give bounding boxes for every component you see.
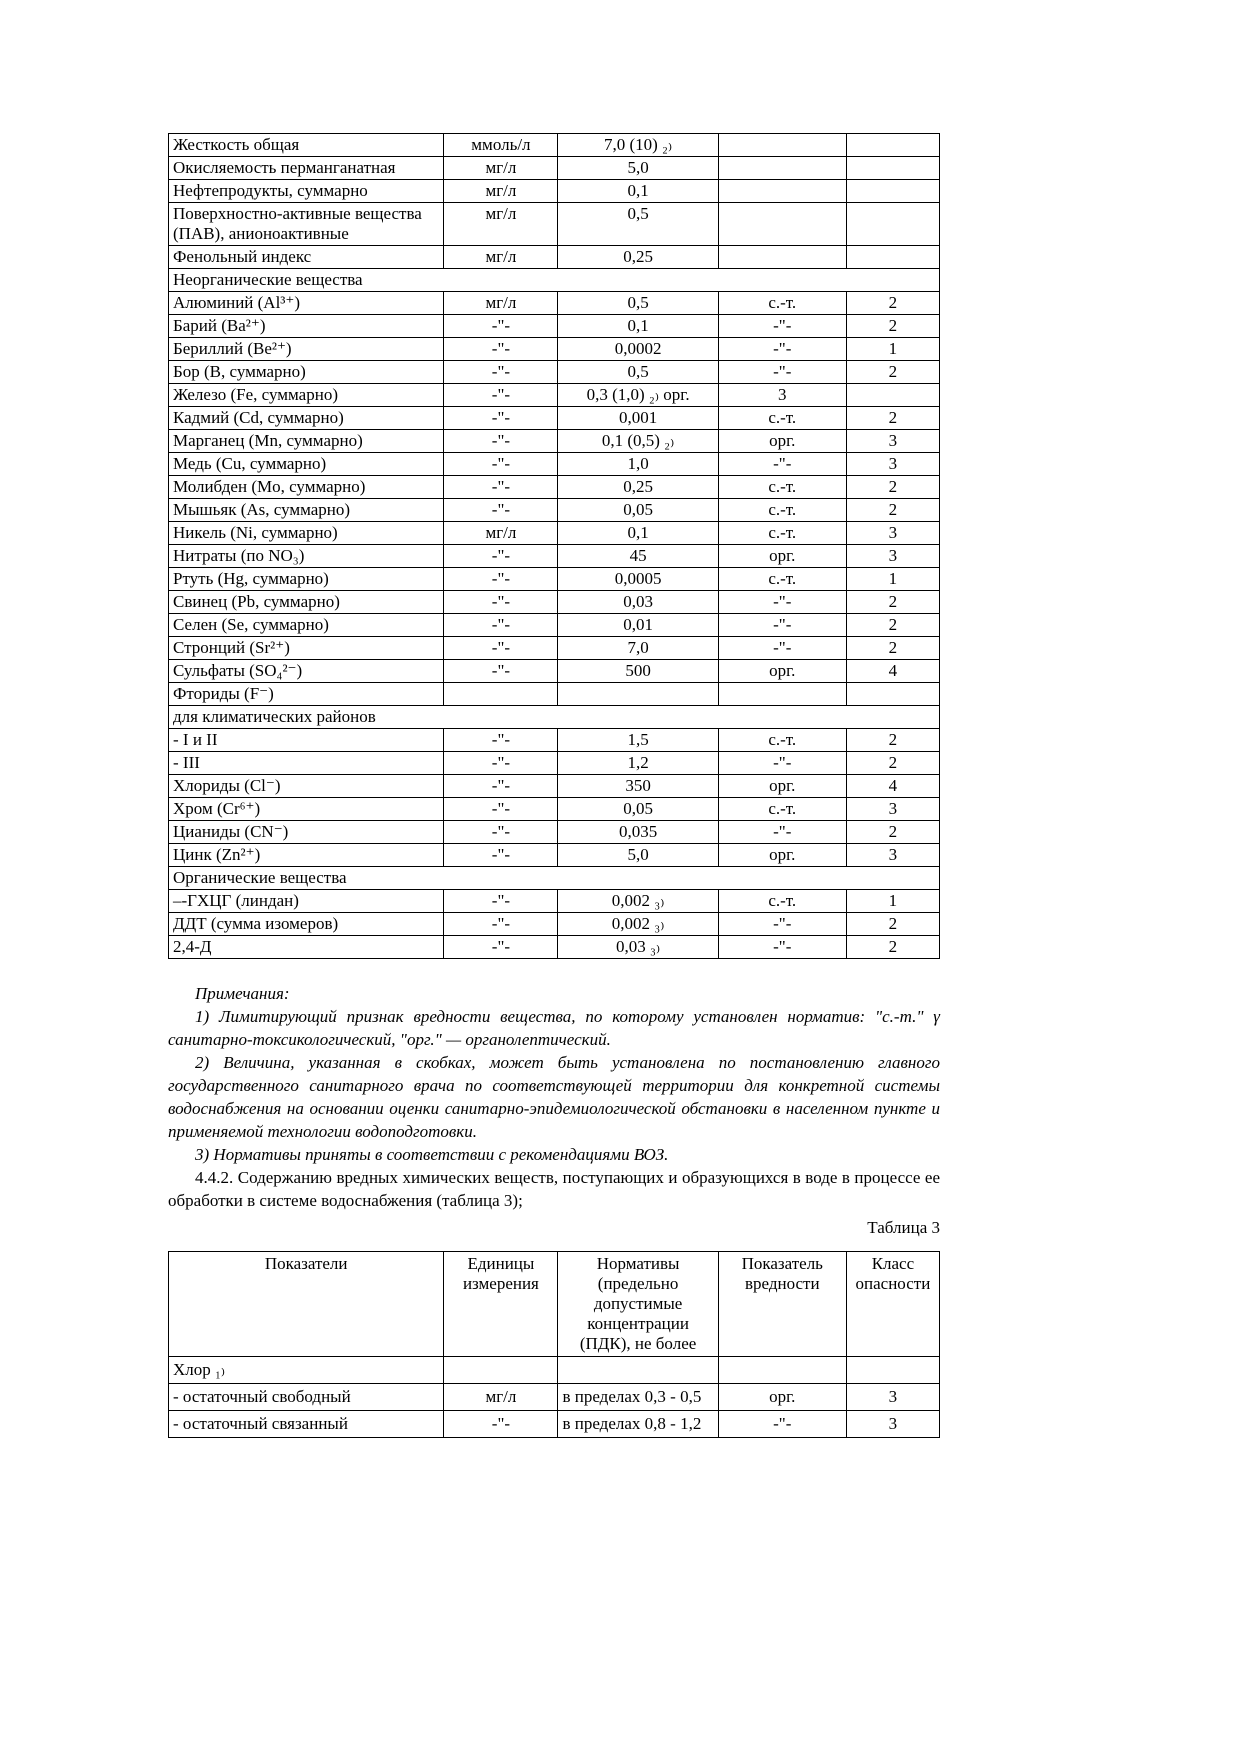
table-cell: -"- bbox=[444, 591, 558, 614]
table-cell: Железо (Fe, суммарно) bbox=[169, 384, 444, 407]
note-2: 2) Величина, указанная в скобках, может быть установлена по постановлению главного государственного санитарного врача по соответствующей территории для конкретной системы водоснабжения на основании оценки санитарно-эпидемиологической обстановки в населенном пункте и применяемой технологии водоподготовки. bbox=[168, 1053, 940, 1141]
table-row bbox=[169, 729, 940, 752]
table-cell: -"- bbox=[718, 913, 846, 936]
table-cell: с.-т. bbox=[718, 522, 846, 545]
table-cell: -"- bbox=[718, 637, 846, 660]
table-cell bbox=[444, 683, 558, 706]
table-row bbox=[169, 361, 940, 384]
table-row bbox=[169, 338, 940, 361]
table-cell: -"- bbox=[718, 591, 846, 614]
table-cell: -"- bbox=[718, 614, 846, 637]
table-cell bbox=[718, 1357, 846, 1384]
table-cell: Мышьяк (As, суммарно) bbox=[169, 499, 444, 522]
table-cell: мг/л bbox=[444, 246, 558, 269]
table-cell: 2 bbox=[846, 614, 939, 637]
table-cell: мг/л bbox=[444, 180, 558, 203]
table-cell: Бор (B, суммарно) bbox=[169, 361, 444, 384]
table-cell: с.-т. bbox=[718, 890, 846, 913]
table-row bbox=[169, 1411, 940, 1438]
table-cell: мг/л bbox=[444, 292, 558, 315]
table-cell: -"- bbox=[444, 568, 558, 591]
table-row bbox=[169, 821, 940, 844]
table-cell bbox=[718, 246, 846, 269]
table-cell: 2 bbox=[846, 361, 939, 384]
table-cell: -"- bbox=[444, 798, 558, 821]
table3-caption: Таблица 3 bbox=[867, 1218, 940, 1237]
table-cell: -"- bbox=[444, 1411, 558, 1438]
table-cell: –-ГХЦГ (линдан) bbox=[169, 890, 444, 913]
table-cell: -"- bbox=[444, 384, 558, 407]
table-cell: 4 bbox=[846, 775, 939, 798]
table-cell: -"- bbox=[444, 729, 558, 752]
table-cell: мг/л bbox=[444, 1384, 558, 1411]
table-cell: 0,001 bbox=[558, 407, 718, 430]
table-cell: -"- bbox=[444, 315, 558, 338]
table-cell bbox=[846, 384, 939, 407]
table-row bbox=[169, 315, 940, 338]
table-cell: 3 bbox=[846, 522, 939, 545]
table-cell: -"- bbox=[718, 453, 846, 476]
table-cell: 2 bbox=[846, 407, 939, 430]
table-cell: 7,0 (10) ₂₎ bbox=[558, 134, 718, 157]
table-cell: -"- bbox=[444, 499, 558, 522]
table-cell: -"- bbox=[444, 637, 558, 660]
table-cell bbox=[846, 157, 939, 180]
table-cell: 0,03 ₃₎ bbox=[558, 936, 718, 959]
table-cell: -"- bbox=[444, 453, 558, 476]
table-cell: 45 bbox=[558, 545, 718, 568]
section-row-label: Органические вещества bbox=[169, 867, 940, 890]
notes-heading: Примечания: bbox=[195, 984, 290, 1003]
table-cell bbox=[718, 203, 846, 246]
table-cell: - I и II bbox=[169, 729, 444, 752]
table-cell: Бериллий (Be²⁺) bbox=[169, 338, 444, 361]
table-cell: 2 bbox=[846, 315, 939, 338]
table-row bbox=[169, 936, 940, 959]
table-row bbox=[169, 157, 940, 180]
table-header-cell: Нормативы (предельно допустимые концентрации (ПДК), не более bbox=[558, 1252, 718, 1357]
table-cell: 4 bbox=[846, 660, 939, 683]
table-cell: 3 bbox=[846, 798, 939, 821]
table-cell: орг. bbox=[718, 430, 846, 453]
table-row bbox=[169, 568, 940, 591]
table-cell: 0,5 bbox=[558, 203, 718, 246]
table-cell: Жесткость общая bbox=[169, 134, 444, 157]
table-cell: Свинец (Pb, суммарно) bbox=[169, 591, 444, 614]
table-cell: Алюминий (Al³⁺) bbox=[169, 292, 444, 315]
table-cell: Нитраты (по NO₃) bbox=[169, 545, 444, 568]
table-header-cell: Класс опасности bbox=[846, 1252, 939, 1357]
table-row bbox=[169, 752, 940, 775]
table-cell: 0,0002 bbox=[558, 338, 718, 361]
table-cell: -"- bbox=[444, 844, 558, 867]
table-cell: 0,002 ₃₎ bbox=[558, 913, 718, 936]
table-header-row bbox=[169, 1252, 940, 1357]
table-row bbox=[169, 545, 940, 568]
table-cell: 0,3 (1,0) ₂₎ орг. bbox=[558, 384, 718, 407]
table-row bbox=[169, 890, 940, 913]
table-cell: -"- bbox=[444, 775, 558, 798]
table-cell: 0,05 bbox=[558, 499, 718, 522]
table-cell: 2 bbox=[846, 913, 939, 936]
water-normatives-table-body bbox=[169, 134, 940, 959]
table-cell: Медь (Cu, суммарно) bbox=[169, 453, 444, 476]
table-cell bbox=[846, 180, 939, 203]
table-cell: -"- bbox=[444, 338, 558, 361]
table-cell: -"- bbox=[444, 936, 558, 959]
table-cell: 2 bbox=[846, 936, 939, 959]
section-row-label: для климатических районов bbox=[169, 706, 940, 729]
table-cell: 3 bbox=[846, 430, 939, 453]
table-cell: Цианиды (CN⁻) bbox=[169, 821, 444, 844]
table-cell: Молибден (Mo, суммарно) bbox=[169, 476, 444, 499]
table-cell: -"- bbox=[718, 315, 846, 338]
table-cell: с.-т. bbox=[718, 407, 846, 430]
table-cell: 2 bbox=[846, 821, 939, 844]
table-row bbox=[169, 407, 940, 430]
table-cell: 1 bbox=[846, 338, 939, 361]
table-cell: с.-т. bbox=[718, 476, 846, 499]
table-cell: Хлориды (Cl⁻) bbox=[169, 775, 444, 798]
table-cell: 2 bbox=[846, 752, 939, 775]
table-cell bbox=[846, 683, 939, 706]
table-header-cell: Показатель вредности bbox=[718, 1252, 846, 1357]
table-cell: Стронций (Sr²⁺) bbox=[169, 637, 444, 660]
table-cell: 1 bbox=[846, 890, 939, 913]
table-cell: 2 bbox=[846, 729, 939, 752]
table-cell: с.-т. bbox=[718, 798, 846, 821]
table-cell: мг/л bbox=[444, 203, 558, 246]
table-cell: Никель (Ni, суммарно) bbox=[169, 522, 444, 545]
table-cell: 3 bbox=[846, 545, 939, 568]
table-cell bbox=[558, 683, 718, 706]
table-cell: 0,1 (0,5) ₂₎ bbox=[558, 430, 718, 453]
table-row bbox=[169, 614, 940, 637]
table-cell: 3 bbox=[718, 384, 846, 407]
table-cell: 1,2 bbox=[558, 752, 718, 775]
table-cell: 5,0 bbox=[558, 157, 718, 180]
table-cell bbox=[846, 203, 939, 246]
table-cell: ммоль/л bbox=[444, 134, 558, 157]
table-cell: -"- bbox=[444, 430, 558, 453]
table-cell: 0,03 bbox=[558, 591, 718, 614]
section-row bbox=[169, 706, 940, 729]
table-cell bbox=[718, 683, 846, 706]
table-cell bbox=[846, 1357, 939, 1384]
section-row-label: Неорганические вещества bbox=[169, 269, 940, 292]
table-cell: -"- bbox=[444, 660, 558, 683]
table-cell: -"- bbox=[718, 936, 846, 959]
note-1: 1) Лимитирующий признак вредности вещества, по которому установлен норматив: "с.-т." γ санитарно-токсикологический, "орг." — органолептический. bbox=[168, 1007, 940, 1049]
table-cell: 0,1 bbox=[558, 180, 718, 203]
table-cell: 3 bbox=[846, 844, 939, 867]
table-cell: Нефтепродукты, суммарно bbox=[169, 180, 444, 203]
table-cell: с.-т. bbox=[718, 292, 846, 315]
section-row bbox=[169, 867, 940, 890]
table-cell: Хром (Cr⁶⁺) bbox=[169, 798, 444, 821]
table-cell: мг/л bbox=[444, 157, 558, 180]
table-cell: Ртуть (Hg, суммарно) bbox=[169, 568, 444, 591]
table-cell: Барий (Ba²⁺) bbox=[169, 315, 444, 338]
table-cell: в пределах 0,3 - 0,5 bbox=[558, 1384, 718, 1411]
table-row bbox=[169, 591, 940, 614]
table-cell: 0,25 bbox=[558, 246, 718, 269]
table-cell: 2 bbox=[846, 476, 939, 499]
table-cell: -"- bbox=[444, 913, 558, 936]
table-row bbox=[169, 292, 940, 315]
notes-and-table3-block bbox=[168, 982, 940, 1438]
table-row bbox=[169, 134, 940, 157]
table-cell: -"- bbox=[718, 338, 846, 361]
table-cell: Окисляемость перманганатная bbox=[169, 157, 444, 180]
table-cell: - остаточный связанный bbox=[169, 1411, 444, 1438]
table-cell bbox=[846, 134, 939, 157]
table-cell: 0,035 bbox=[558, 821, 718, 844]
table-row bbox=[169, 637, 940, 660]
table-header-cell: Единицы измерения bbox=[444, 1252, 558, 1357]
table-cell: 3 bbox=[846, 1411, 939, 1438]
table-cell: с.-т. bbox=[718, 568, 846, 591]
table-row bbox=[169, 1384, 940, 1411]
table-cell: 0,5 bbox=[558, 292, 718, 315]
table-row bbox=[169, 476, 940, 499]
table-cell bbox=[444, 1357, 558, 1384]
note-3: 3) Нормативы приняты в соответствии с рекомендациями ВОЗ. bbox=[195, 1145, 669, 1164]
table-cell: ДДТ (сумма изомеров) bbox=[169, 913, 444, 936]
table-cell: орг. bbox=[718, 844, 846, 867]
table-cell: - III bbox=[169, 752, 444, 775]
table-cell: 1,5 bbox=[558, 729, 718, 752]
table-cell bbox=[718, 180, 846, 203]
table-cell: Кадмий (Cd, суммарно) bbox=[169, 407, 444, 430]
table-cell: Марганец (Mn, суммарно) bbox=[169, 430, 444, 453]
table-cell: 0,05 bbox=[558, 798, 718, 821]
table-cell: -"- bbox=[444, 407, 558, 430]
chlorine-normatives-table-body bbox=[169, 1357, 940, 1438]
table-cell: Цинк (Zn²⁺) bbox=[169, 844, 444, 867]
chlorine-normatives-table bbox=[168, 1251, 940, 1438]
table-row bbox=[169, 499, 940, 522]
table-row bbox=[169, 180, 940, 203]
table-row bbox=[169, 384, 940, 407]
table-cell: 3 bbox=[846, 453, 939, 476]
table-cell: орг. bbox=[718, 660, 846, 683]
table-cell: Сульфаты (SO₄²⁻) bbox=[169, 660, 444, 683]
table-cell: -"- bbox=[444, 890, 558, 913]
table-row bbox=[169, 246, 940, 269]
table-cell bbox=[846, 246, 939, 269]
table-cell bbox=[718, 157, 846, 180]
section-row bbox=[169, 269, 940, 292]
table-cell: -"- bbox=[718, 821, 846, 844]
table-cell: с.-т. bbox=[718, 499, 846, 522]
table-cell bbox=[558, 1357, 718, 1384]
table-cell: 0,1 bbox=[558, 522, 718, 545]
table-row bbox=[169, 844, 940, 867]
table-cell: - остаточный свободный bbox=[169, 1384, 444, 1411]
table-cell: -"- bbox=[444, 752, 558, 775]
table-cell: -"- bbox=[718, 752, 846, 775]
table-cell: 0,01 bbox=[558, 614, 718, 637]
table-row bbox=[169, 1357, 940, 1384]
table-row bbox=[169, 453, 940, 476]
table-cell: Хлор ₁₎ bbox=[169, 1357, 444, 1384]
table-cell: 7,0 bbox=[558, 637, 718, 660]
table-cell: 0,0005 bbox=[558, 568, 718, 591]
table-cell: 350 bbox=[558, 775, 718, 798]
table-cell: 5,0 bbox=[558, 844, 718, 867]
table-row bbox=[169, 203, 940, 246]
table-cell: Селен (Se, суммарно) bbox=[169, 614, 444, 637]
table-cell: -"- bbox=[444, 361, 558, 384]
table-cell: орг. bbox=[718, 1384, 846, 1411]
table-cell: Фенольный индекс bbox=[169, 246, 444, 269]
table-cell: орг. bbox=[718, 545, 846, 568]
table-cell: -"- bbox=[444, 821, 558, 844]
paragraph-4-4-2: 4.4.2. Содержанию вредных химических веществ, поступающих и образующихся в воде в процессе ее обработки в системе водоснабжения (таблица 3); bbox=[168, 1168, 940, 1210]
table-row bbox=[169, 775, 940, 798]
chlorine-normatives-table-head bbox=[169, 1252, 940, 1357]
table-cell: -"- bbox=[444, 614, 558, 637]
table-cell: 3 bbox=[846, 1384, 939, 1411]
table-cell: 0,5 bbox=[558, 361, 718, 384]
table-cell: мг/л bbox=[444, 522, 558, 545]
table-cell: 2 bbox=[846, 292, 939, 315]
table-cell: 2,4-Д bbox=[169, 936, 444, 959]
table-cell: 0,002 ₃₎ bbox=[558, 890, 718, 913]
table-cell: 500 bbox=[558, 660, 718, 683]
table-row bbox=[169, 798, 940, 821]
table-cell: 1 bbox=[846, 568, 939, 591]
table-cell: в пределах 0,8 - 1,2 bbox=[558, 1411, 718, 1438]
table-cell: -"- bbox=[718, 361, 846, 384]
table-row bbox=[169, 660, 940, 683]
table-cell: -"- bbox=[444, 545, 558, 568]
table-cell: -"- bbox=[718, 1411, 846, 1438]
table-row bbox=[169, 522, 940, 545]
table-cell: -"- bbox=[444, 476, 558, 499]
table-cell: 0,1 bbox=[558, 315, 718, 338]
water-normatives-table bbox=[168, 133, 940, 959]
table-header-cell: Показатели bbox=[169, 1252, 444, 1357]
table-cell: 2 bbox=[846, 499, 939, 522]
table-cell: орг. bbox=[718, 775, 846, 798]
table-cell: Поверхностно-активные вещества (ПАВ), анионоактивные bbox=[169, 203, 444, 246]
table-cell: 1,0 bbox=[558, 453, 718, 476]
table-row bbox=[169, 430, 940, 453]
table-cell: с.-т. bbox=[718, 729, 846, 752]
table-cell: 2 bbox=[846, 591, 939, 614]
table-cell: Фториды (F⁻) bbox=[169, 683, 444, 706]
table-cell: 0,25 bbox=[558, 476, 718, 499]
table-row bbox=[169, 683, 940, 706]
table-row bbox=[169, 913, 940, 936]
table-cell: 2 bbox=[846, 637, 939, 660]
table-cell bbox=[718, 134, 846, 157]
